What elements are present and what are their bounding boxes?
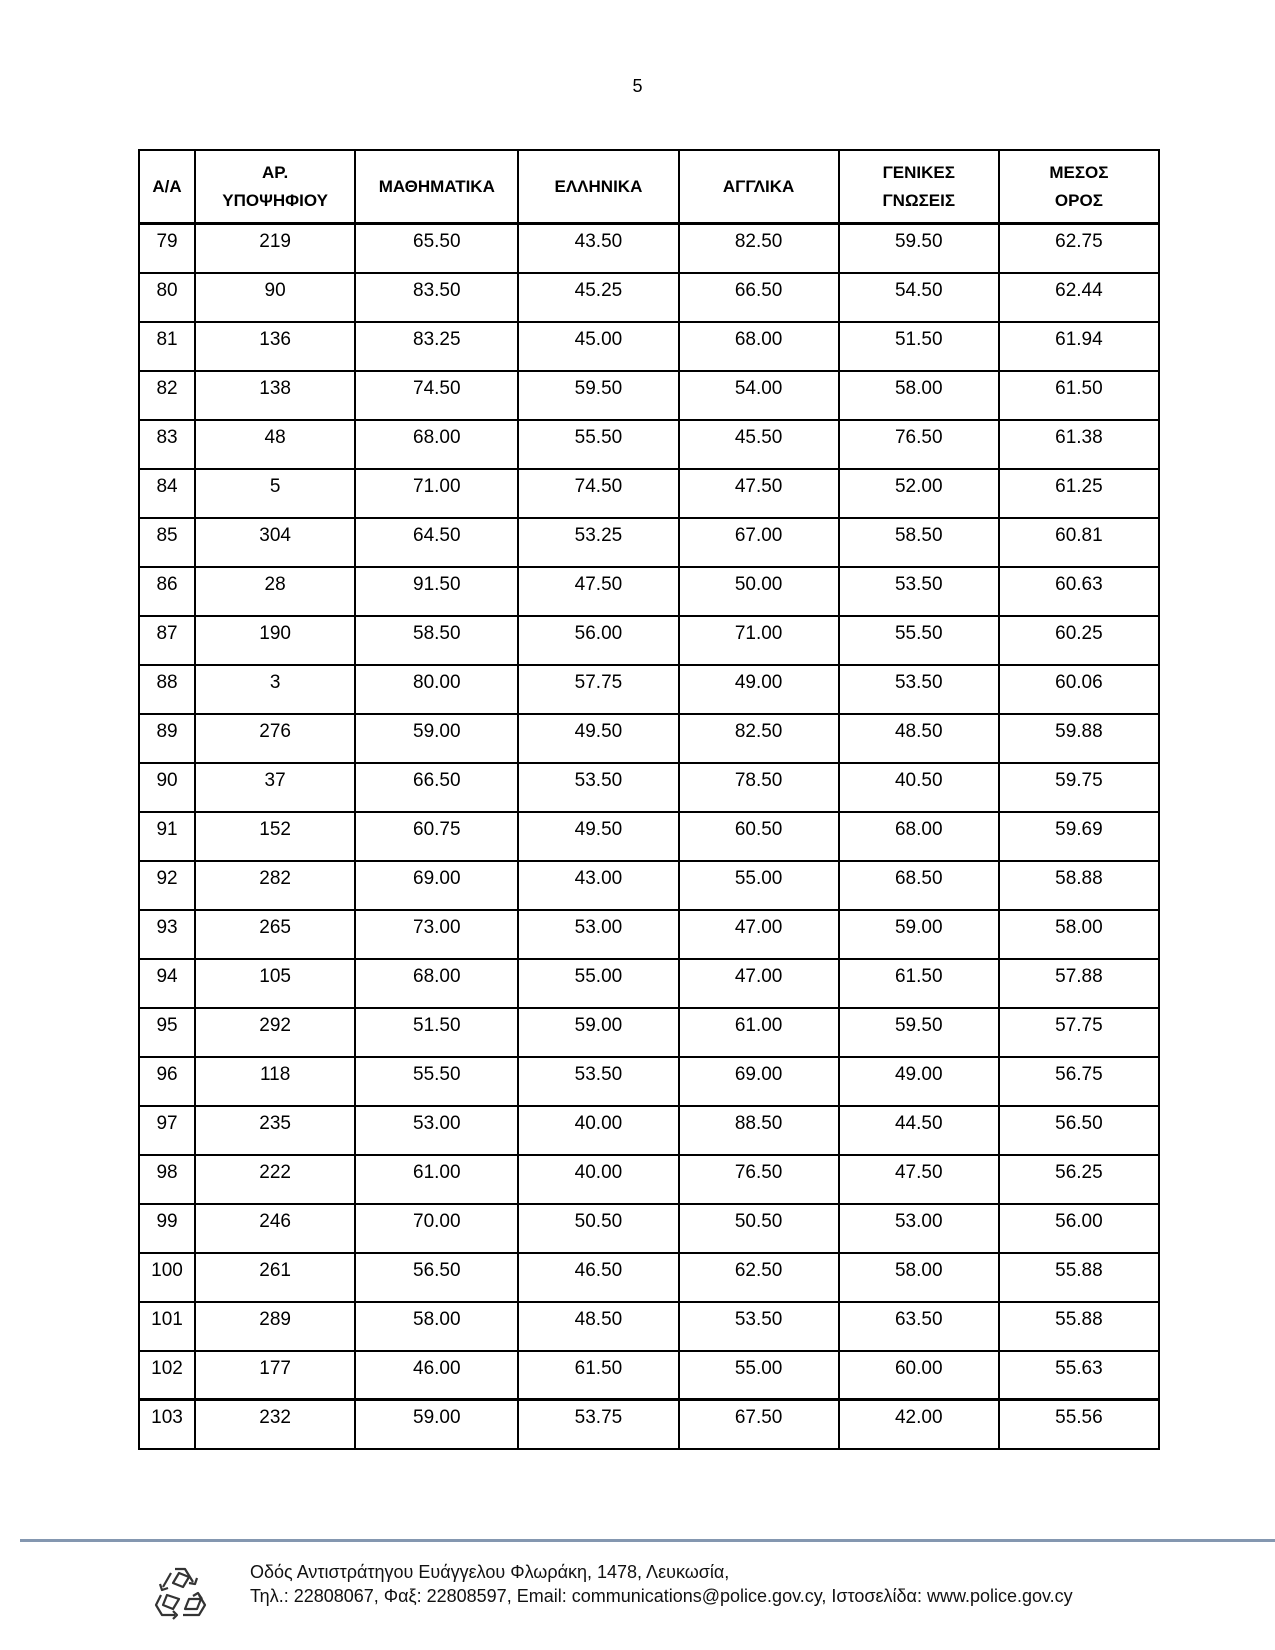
table-cell: 83.25 xyxy=(355,322,518,371)
table-cell: 85 xyxy=(139,518,195,567)
table-cell: 55.50 xyxy=(839,616,999,665)
column-header-line: ΜΑΘΗΜΑΤΙΚΑ xyxy=(378,176,495,196)
table-cell: 55.88 xyxy=(999,1253,1159,1302)
table-cell: 53.50 xyxy=(839,567,999,616)
table-cell: 59.00 xyxy=(355,1400,518,1449)
table-header-row xyxy=(139,150,1159,224)
table-cell: 66.50 xyxy=(679,273,839,322)
table-cell: 90 xyxy=(139,763,195,812)
table-cell: 61.00 xyxy=(679,1008,839,1057)
table-cell: 59.50 xyxy=(839,224,999,273)
table-cell: 63.50 xyxy=(839,1302,999,1351)
table-cell: 76.50 xyxy=(839,420,999,469)
table-cell: 48 xyxy=(195,420,355,469)
table-cell: 58.00 xyxy=(839,1253,999,1302)
footer-divider xyxy=(20,1539,1275,1542)
table-cell: 152 xyxy=(195,812,355,861)
table-cell: 59.00 xyxy=(839,910,999,959)
table-cell: 90 xyxy=(195,273,355,322)
table-cell: 44.50 xyxy=(839,1106,999,1155)
column-header-line: ΕΛΛΗΝΙΚΑ xyxy=(554,176,643,196)
table-cell: 74.50 xyxy=(355,371,518,420)
table-cell: 57.75 xyxy=(999,1008,1159,1057)
table-cell: 55.88 xyxy=(999,1302,1159,1351)
table-cell: 68.00 xyxy=(355,959,518,1008)
column-header-line: ΜΕΣΟΣ xyxy=(1049,162,1109,182)
table-row xyxy=(139,1155,1159,1204)
table-cell: 94 xyxy=(139,959,195,1008)
table-cell: 60.00 xyxy=(839,1351,999,1400)
table-row xyxy=(139,665,1159,714)
table-cell: 61.25 xyxy=(999,469,1159,518)
table-cell: 91 xyxy=(139,812,195,861)
table-cell: 55.00 xyxy=(679,1351,839,1400)
table-row xyxy=(139,763,1159,812)
table-row xyxy=(139,1057,1159,1106)
table-cell: 53.50 xyxy=(518,1057,678,1106)
table-cell: 61.00 xyxy=(355,1155,518,1204)
column-header-line: ΑΓΓΛΙΚΑ xyxy=(722,176,795,196)
table-cell: 246 xyxy=(195,1204,355,1253)
table-cell: 81 xyxy=(139,322,195,371)
table-cell: 71.00 xyxy=(679,616,839,665)
table-cell: 55.50 xyxy=(518,420,678,469)
table-cell: 51.50 xyxy=(355,1008,518,1057)
table-cell: 43.00 xyxy=(518,861,678,910)
table-cell: 59.75 xyxy=(999,763,1159,812)
column-header xyxy=(518,150,678,224)
table-cell: 43.50 xyxy=(518,224,678,273)
table-cell: 95 xyxy=(139,1008,195,1057)
table-cell: 50.00 xyxy=(679,567,839,616)
table-cell: 60.06 xyxy=(999,665,1159,714)
table-row xyxy=(139,1351,1159,1400)
table-cell: 47.50 xyxy=(839,1155,999,1204)
table-cell: 219 xyxy=(195,224,355,273)
table-cell: 138 xyxy=(195,371,355,420)
table-cell: 76.50 xyxy=(679,1155,839,1204)
table-row xyxy=(139,518,1159,567)
table-cell: 292 xyxy=(195,1008,355,1057)
table-cell: 49.50 xyxy=(518,714,678,763)
footer-contact-line: Τηλ.: 22808067, Φαξ: 22808597, Email: communications@police.gov.cy, Ιστοσελίδα: www.police.gov.cy xyxy=(250,1586,1073,1606)
recycle-icon xyxy=(153,1563,213,1621)
table-cell: 61.38 xyxy=(999,420,1159,469)
table-cell: 177 xyxy=(195,1351,355,1400)
table-cell: 53.50 xyxy=(518,763,678,812)
table-cell: 40.50 xyxy=(839,763,999,812)
table-cell: 54.50 xyxy=(839,273,999,322)
table-cell: 53.25 xyxy=(518,518,678,567)
column-header xyxy=(679,150,839,224)
table-cell: 89 xyxy=(139,714,195,763)
table-cell: 69.00 xyxy=(355,861,518,910)
table-cell: 78.50 xyxy=(679,763,839,812)
table-cell: 55.00 xyxy=(679,861,839,910)
table-cell: 64.50 xyxy=(355,518,518,567)
table-row xyxy=(139,224,1159,273)
table-row xyxy=(139,567,1159,616)
page-number: 5 xyxy=(632,76,643,96)
table-row xyxy=(139,1106,1159,1155)
table-cell: 61.50 xyxy=(999,371,1159,420)
table-cell: 53.00 xyxy=(839,1204,999,1253)
table-cell: 83.50 xyxy=(355,273,518,322)
column-header-line: ΟΡΟΣ xyxy=(1054,190,1103,210)
table-cell: 60.63 xyxy=(999,567,1159,616)
table-cell: 65.50 xyxy=(355,224,518,273)
column-header-line: ΥΠΟΨΗΦΙΟΥ xyxy=(222,190,328,210)
table-cell: 58.00 xyxy=(839,371,999,420)
table-cell: 53.75 xyxy=(518,1400,678,1449)
table-cell: 70.00 xyxy=(355,1204,518,1253)
table-cell: 88 xyxy=(139,665,195,714)
table-cell: 42.00 xyxy=(839,1400,999,1449)
results-table xyxy=(138,149,1160,1450)
table-cell: 98 xyxy=(139,1155,195,1204)
column-header-line: Α/Α xyxy=(152,176,182,196)
table-cell: 88.50 xyxy=(679,1106,839,1155)
table-cell: 56.50 xyxy=(999,1106,1159,1155)
table-cell: 59.88 xyxy=(999,714,1159,763)
table-cell: 56.00 xyxy=(999,1204,1159,1253)
table-cell: 261 xyxy=(195,1253,355,1302)
table-cell: 71.00 xyxy=(355,469,518,518)
table-cell: 82.50 xyxy=(679,714,839,763)
table-row xyxy=(139,714,1159,763)
table-row xyxy=(139,1204,1159,1253)
table-cell: 80.00 xyxy=(355,665,518,714)
table-cell: 304 xyxy=(195,518,355,567)
table-cell: 83 xyxy=(139,420,195,469)
table-cell: 57.75 xyxy=(518,665,678,714)
table-row xyxy=(139,1400,1159,1449)
table-row xyxy=(139,1302,1159,1351)
table-cell: 47.00 xyxy=(679,959,839,1008)
table-cell: 56.25 xyxy=(999,1155,1159,1204)
table-body xyxy=(139,224,1159,1449)
table-cell: 53.50 xyxy=(679,1302,839,1351)
table-cell: 28 xyxy=(195,567,355,616)
table-cell: 45.00 xyxy=(518,322,678,371)
column-header-line: ΓΝΩΣΕΙΣ xyxy=(882,190,956,210)
column-header-line: ΑΡ. xyxy=(262,162,289,182)
table-cell: 56.50 xyxy=(355,1253,518,1302)
column-header xyxy=(139,150,195,224)
table-cell: 118 xyxy=(195,1057,355,1106)
table-cell: 55.56 xyxy=(999,1400,1159,1449)
table-cell: 82 xyxy=(139,371,195,420)
table-cell: 3 xyxy=(195,665,355,714)
table-cell: 67.50 xyxy=(679,1400,839,1449)
column-header-line: ΓΕΝΙΚΕΣ xyxy=(882,162,955,182)
table-cell: 80 xyxy=(139,273,195,322)
table-cell: 50.50 xyxy=(679,1204,839,1253)
table-cell: 232 xyxy=(195,1400,355,1449)
table-cell: 68.00 xyxy=(355,420,518,469)
table-cell: 48.50 xyxy=(518,1302,678,1351)
table-cell: 68.00 xyxy=(679,322,839,371)
table-cell: 40.00 xyxy=(518,1106,678,1155)
table-cell: 82.50 xyxy=(679,224,839,273)
table-cell: 37 xyxy=(195,763,355,812)
table-cell: 60.50 xyxy=(679,812,839,861)
table-cell: 97 xyxy=(139,1106,195,1155)
table-cell: 47.50 xyxy=(679,469,839,518)
table-cell: 58.00 xyxy=(355,1302,518,1351)
table-row xyxy=(139,322,1159,371)
table-row xyxy=(139,812,1159,861)
table-cell: 55.63 xyxy=(999,1351,1159,1400)
table-row xyxy=(139,273,1159,322)
table-cell: 62.44 xyxy=(999,273,1159,322)
table-cell: 49.00 xyxy=(679,665,839,714)
table-cell: 49.00 xyxy=(839,1057,999,1106)
column-header xyxy=(355,150,518,224)
table-cell: 58.88 xyxy=(999,861,1159,910)
table-cell: 222 xyxy=(195,1155,355,1204)
table-cell: 50.50 xyxy=(518,1204,678,1253)
table-cell: 62.50 xyxy=(679,1253,839,1302)
table-cell: 53.00 xyxy=(518,910,678,959)
table-cell: 68.00 xyxy=(839,812,999,861)
table-cell: 62.75 xyxy=(999,224,1159,273)
table-cell: 265 xyxy=(195,910,355,959)
table-cell: 60.81 xyxy=(999,518,1159,567)
table-cell: 87 xyxy=(139,616,195,665)
table-cell: 60.75 xyxy=(355,812,518,861)
table-cell: 91.50 xyxy=(355,567,518,616)
table-cell: 53.00 xyxy=(355,1106,518,1155)
table-cell: 53.50 xyxy=(839,665,999,714)
table-cell: 67.00 xyxy=(679,518,839,567)
table-cell: 45.25 xyxy=(518,273,678,322)
table-cell: 74.50 xyxy=(518,469,678,518)
table-cell: 61.50 xyxy=(518,1351,678,1400)
table-cell: 59.00 xyxy=(355,714,518,763)
table-cell: 102 xyxy=(139,1351,195,1400)
table-cell: 60.25 xyxy=(999,616,1159,665)
table-cell: 57.88 xyxy=(999,959,1159,1008)
table-cell: 61.50 xyxy=(839,959,999,1008)
table-cell: 48.50 xyxy=(839,714,999,763)
table-cell: 59.50 xyxy=(839,1008,999,1057)
table-cell: 86 xyxy=(139,567,195,616)
table-cell: 46.50 xyxy=(518,1253,678,1302)
table-cell: 40.00 xyxy=(518,1155,678,1204)
table-cell: 56.75 xyxy=(999,1057,1159,1106)
table-row xyxy=(139,959,1159,1008)
table-row xyxy=(139,469,1159,518)
table-cell: 96 xyxy=(139,1057,195,1106)
table-cell: 5 xyxy=(195,469,355,518)
table-row xyxy=(139,371,1159,420)
table-cell: 51.50 xyxy=(839,322,999,371)
column-header xyxy=(195,150,355,224)
table-cell: 49.50 xyxy=(518,812,678,861)
table-row xyxy=(139,910,1159,959)
table-cell: 55.00 xyxy=(518,959,678,1008)
table-cell: 105 xyxy=(195,959,355,1008)
table-row xyxy=(139,616,1159,665)
column-header xyxy=(999,150,1159,224)
table-cell: 46.00 xyxy=(355,1351,518,1400)
table-cell: 52.00 xyxy=(839,469,999,518)
table-cell: 66.50 xyxy=(355,763,518,812)
table-cell: 68.50 xyxy=(839,861,999,910)
table-cell: 54.00 xyxy=(679,371,839,420)
table-row xyxy=(139,861,1159,910)
table-cell: 61.94 xyxy=(999,322,1159,371)
table-row xyxy=(139,420,1159,469)
table-cell: 100 xyxy=(139,1253,195,1302)
table-cell: 59.00 xyxy=(518,1008,678,1057)
table-cell: 103 xyxy=(139,1400,195,1449)
footer-address: Οδός Αντιστράτηγου Ευάγγελου Φλωράκη, 1478, Λευκωσία, xyxy=(250,1562,730,1582)
table-cell: 47.00 xyxy=(679,910,839,959)
table-cell: 58.50 xyxy=(355,616,518,665)
table-cell: 59.69 xyxy=(999,812,1159,861)
table-cell: 59.50 xyxy=(518,371,678,420)
table-cell: 69.00 xyxy=(679,1057,839,1106)
table-cell: 282 xyxy=(195,861,355,910)
table-cell: 235 xyxy=(195,1106,355,1155)
table-cell: 276 xyxy=(195,714,355,763)
table-cell: 92 xyxy=(139,861,195,910)
table-cell: 289 xyxy=(195,1302,355,1351)
table-cell: 93 xyxy=(139,910,195,959)
footer-contact xyxy=(250,1560,1073,1608)
table-cell: 56.00 xyxy=(518,616,678,665)
table-cell: 99 xyxy=(139,1204,195,1253)
table-cell: 84 xyxy=(139,469,195,518)
table-cell: 58.50 xyxy=(839,518,999,567)
table-row xyxy=(139,1008,1159,1057)
column-header xyxy=(839,150,999,224)
table-cell: 58.00 xyxy=(999,910,1159,959)
table-cell: 136 xyxy=(195,322,355,371)
table-cell: 47.50 xyxy=(518,567,678,616)
table-cell: 79 xyxy=(139,224,195,273)
table-cell: 73.00 xyxy=(355,910,518,959)
table-cell: 190 xyxy=(195,616,355,665)
table-cell: 55.50 xyxy=(355,1057,518,1106)
table-cell: 101 xyxy=(139,1302,195,1351)
table-row xyxy=(139,1253,1159,1302)
table-cell: 45.50 xyxy=(679,420,839,469)
